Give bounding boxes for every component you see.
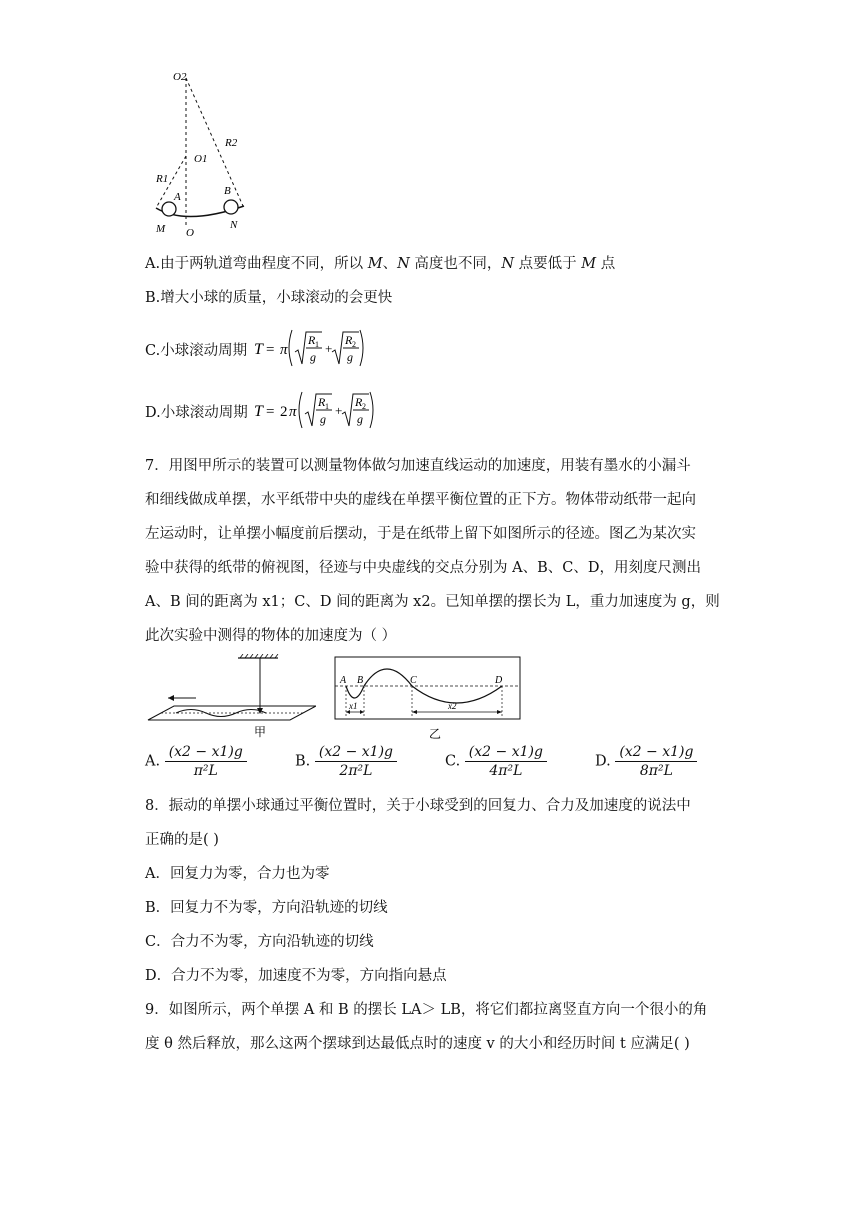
label-o: O bbox=[186, 227, 194, 239]
svg-text:R: R bbox=[318, 395, 326, 409]
label-o2: O2 bbox=[173, 71, 187, 83]
svg-text:=: = bbox=[265, 342, 275, 358]
label-o1: O1 bbox=[194, 153, 208, 165]
svg-text:+: + bbox=[335, 403, 343, 418]
q7-option-a: A. $\frac{(x2 - x1)g}{\text{π²L}}$ bbox=[145, 744, 247, 779]
svg-text:π: π bbox=[289, 404, 297, 420]
svg-text:g: g bbox=[357, 412, 364, 426]
q8-option-c: C．合力不为零，方向沿轨迹的切线 bbox=[145, 934, 374, 950]
svg-text:2: 2 bbox=[351, 340, 356, 349]
svg-text:T: T bbox=[253, 341, 263, 358]
q8-option-a: A．回复力为零，合力也为零 bbox=[145, 866, 330, 882]
svg-text:g: g bbox=[309, 350, 316, 364]
q7-option-c: C. $\frac{(x2 - x1)g}{\text{4π²L}}$ bbox=[445, 744, 547, 779]
label-n: N bbox=[230, 219, 238, 231]
svg-text:2: 2 bbox=[280, 404, 288, 420]
q7-line-5: A、B 间的距离为 x1；C、D 间的距离为 x2。已知单摆的摆长为 L，重力加速度为 g，则 bbox=[145, 594, 720, 610]
svg-text:T: T bbox=[254, 403, 264, 420]
q9-line-1: 9．如图所示，两个单摆 A 和 B 的摆长 LA＞ LB，将它们都拉离竖直方向一个很小的角 bbox=[145, 1002, 708, 1018]
svg-text:+: + bbox=[324, 341, 333, 356]
q6-option-c: C.小球滚动周期 T = π R 1 g + R 2 g bbox=[145, 326, 364, 370]
figure-yi-label-b: B bbox=[357, 675, 364, 686]
q8-line-2: 正确的是( ) bbox=[145, 832, 219, 848]
q7-line-3: 左运动时，让单摆小幅度前后摆动，于是在纸带上留下如图所示的径迹。图乙为某次实 bbox=[145, 526, 696, 542]
svg-text:R: R bbox=[307, 333, 316, 347]
svg-text:=: = bbox=[266, 404, 275, 420]
figure-jia-label: 甲 bbox=[254, 725, 267, 739]
q9-line-2: 度 θ 然后释放，那么这两个摆球到达最低点时的速度 v 的大小和经历时间 t 应满足( ) bbox=[145, 1036, 690, 1052]
label-b: B bbox=[224, 185, 231, 197]
label-r1: R1 bbox=[156, 173, 169, 185]
q7-line-2: 和细线做成单摆，水平纸带中央的虚线在单摆平衡位置的正下方。物体带动纸带一起向 bbox=[145, 492, 696, 508]
label-r2: R2 bbox=[225, 137, 238, 149]
figure-jia bbox=[146, 654, 316, 740]
svg-text:1: 1 bbox=[325, 402, 330, 411]
svg-text:2: 2 bbox=[362, 402, 367, 411]
figure-yi-label-x1: x1 bbox=[349, 701, 358, 711]
q8-option-b: B．回复力不为零，方向沿轨迹的切线 bbox=[145, 900, 388, 916]
pendulum-track-figure bbox=[148, 66, 258, 246]
label-a: A bbox=[174, 191, 181, 203]
q7-option-b: B. $\frac{(x2 - x1)g}{\text{2π²L}}$ bbox=[295, 744, 397, 779]
q6-option-a: A.由于两轨道弯曲程度不同，所以 M、N 高度也不同，N 点要低于 M 点 bbox=[145, 256, 616, 272]
svg-text:R: R bbox=[355, 395, 363, 409]
q6-option-d: D.小球滚动周期 T = 2 π R 1 g + R 2 g bbox=[145, 388, 376, 432]
svg-text:g: g bbox=[320, 412, 327, 426]
svg-text:g: g bbox=[346, 350, 353, 364]
q8-line-1: 8．振动的单摆小球通过平衡位置时，关于小球受到的回复力、合力及加速度的说法中 bbox=[145, 798, 691, 814]
figure-yi bbox=[334, 656, 522, 742]
period-formula-c bbox=[252, 326, 364, 376]
q7-line-6: 此次实验中测得的物体的加速度为（ ） bbox=[145, 628, 397, 644]
q7-line-1: 7．用图甲所示的装置可以测量物体做匀加速直线运动的加速度，用装有墨水的小漏斗 bbox=[145, 458, 691, 474]
q7-line-4: 验中获得的纸带的俯视图，径迹与中央虚线的交点分别为 A、B、C、D，用刻度尺测出 bbox=[145, 560, 701, 576]
label-m: M bbox=[156, 223, 166, 235]
figure-yi-caption: 乙 bbox=[429, 727, 442, 741]
svg-text:π: π bbox=[279, 342, 288, 358]
svg-text:R: R bbox=[344, 333, 353, 347]
q7-option-d: D. $\frac{(x2 - x1)g}{\text{8π²L}}$ bbox=[595, 744, 697, 779]
q6-option-b: B.增大小球的质量，小球滚动的会更快 bbox=[145, 290, 393, 306]
figure-yi-label-a: A bbox=[340, 675, 347, 686]
figure-yi-label-c: C bbox=[410, 675, 417, 686]
period-formula-d bbox=[252, 388, 376, 438]
figure-yi-label-d: D bbox=[495, 675, 503, 686]
svg-text:1: 1 bbox=[314, 340, 319, 349]
q8-option-d: D．合力不为零，加速度不为零，方向指向悬点 bbox=[145, 968, 447, 984]
figure-yi-label-x2: x2 bbox=[448, 701, 457, 711]
